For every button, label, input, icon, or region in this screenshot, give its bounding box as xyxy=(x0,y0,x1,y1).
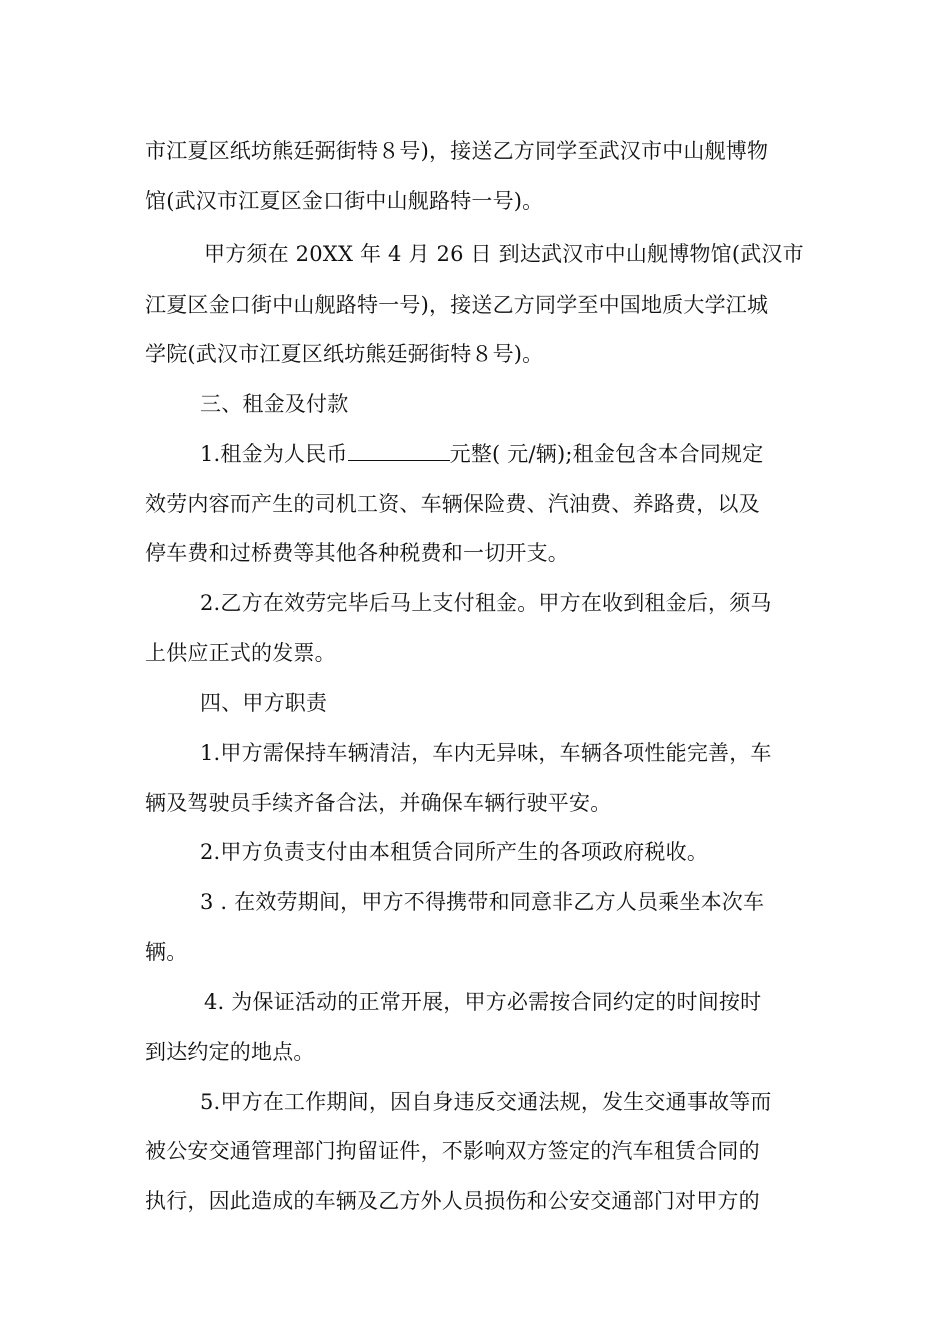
text-line: 到达约定的地点。 xyxy=(145,1040,315,1064)
text-line: 江夏区金口街中山舰路特一号)，接送乙方同学至中国地质大学江城 xyxy=(145,293,769,317)
text-segment: 元整( 元/辆);租金包含本合同规定 xyxy=(449,442,764,466)
text-line: 辆及驾驶员手续齐备合法，并确保车辆行驶平安。 xyxy=(145,791,612,815)
text-line: 效劳内容而产生的司机工资、车辆保险费、汽油费、养路费，以及 xyxy=(145,492,760,516)
text-line: 上供应正式的发票。 xyxy=(145,641,336,665)
text-line: 2.甲方负责支付由本租赁合同所产生的各项政府税收。 xyxy=(200,840,709,864)
blank-underline xyxy=(348,440,450,461)
section-heading: 四、甲方职责 xyxy=(200,691,328,715)
text-line: 执行，因此造成的车辆及乙方外人员损伤和公安交通部门对甲方的 xyxy=(145,1189,760,1213)
text-line: 3 . 在效劳期间，甲方不得携带和同意非乙方人员乘坐本次车 xyxy=(200,890,765,914)
text-segment: 1.租金为人民币 xyxy=(200,442,348,466)
text-line: 停车费和过桥费等其他各种税费和一切开支。 xyxy=(145,541,569,565)
text-line: 5.甲方在工作期间，因自身违反交通法规，发生交通事故等而 xyxy=(200,1090,772,1114)
text-line: 被公安交通管理部门拘留证件，不影响双方签定的汽车租赁合同的 xyxy=(145,1139,760,1163)
text-line: 4. 为保证活动的正常开展，甲方必需按合同约定的时间按时 xyxy=(204,990,762,1014)
text-line: 1.甲方需保持车辆清洁，车内无异味，车辆各项性能完善，车 xyxy=(200,741,772,765)
text-line: 2.乙方在效劳完毕后马上支付租金。甲方在收到租金后，须马 xyxy=(200,591,772,615)
text-line xyxy=(200,440,870,468)
section-heading: 三、租金及付款 xyxy=(200,392,349,416)
text-line: 辆。 xyxy=(145,940,188,964)
text-line: 学院(武汉市江夏区纸坊熊廷弼街特８号)。 xyxy=(145,342,544,366)
text-line: 馆(武汉市江夏区金口街中山舰路特一号)。 xyxy=(145,189,544,213)
text-line: 市江夏区纸坊熊廷弼街特８号)，接送乙方同学至武汉市中山舰博物 xyxy=(145,139,769,163)
text-line: 甲方须在 20XX 年 4 月 26 日 到达武汉市中山舰博物馆(武汉市 xyxy=(204,242,804,266)
